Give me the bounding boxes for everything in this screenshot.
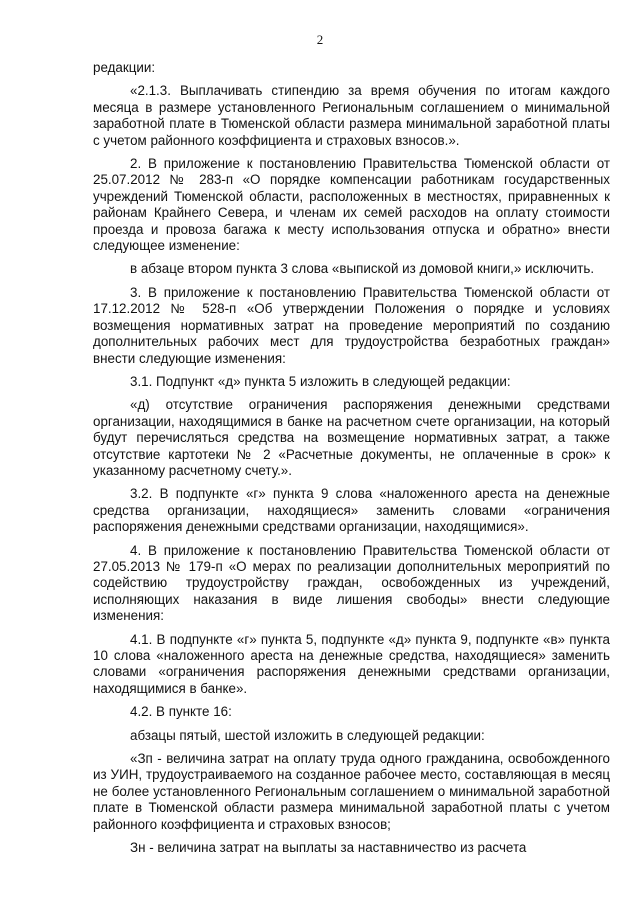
document-body <box>93 60 610 856</box>
paragraph-item-2: 2. В приложение к постановлению Правительства Тюменской области от 25.07.2012 № 283-п «О порядке компенсации работникам государственных учреждений Тюменской области, расположенных в местностях, приравненных к районам Крайнего Севера, и членам их семей расходов на оплату стоимости проезда и провоза багажа к месту использования отпуска и обратно» внести следующее изменение: <box>93 156 610 254</box>
paragraph-item-3-1-text: «д) отсутствие ограничения распоряжения денежными средствами организации, находящимися в банке на расчетном счете организации, на который будут перечисляться средства на возмещение нормативных затрат, а также отсутствие картотеки № 2 «Расчетные документы, не оплаченные в срок» к указанному расчетному счету.». <box>93 397 610 478</box>
paragraph-zn-definition: Зн - величина затрат на выплаты за наставничество из расчета <box>130 840 527 856</box>
page-number: 2 <box>316 32 324 47</box>
paragraph-item-3-1: 3.1. Подпункт «д» пункта 5 изложить в следующей редакции: <box>130 373 511 389</box>
paragraph-item-2-change: в абзаце втором пункта 3 слова «выпиской из домовой книги,» исключить. <box>130 261 595 277</box>
paragraph-item-4-1: 4.1. В подпункте «г» пункта 5, подпункте «д» пункта 9, подпункте «в» пункта 10 слова «наложенного ареста на денежные средства, находящиеся» заменить словами «ограничения распоряжения денежными средствами организации, находящимися в банке». <box>93 631 610 696</box>
paragraph-2-1-3: «2.1.3. Выплачивать стипендию за время обучения по итогам каждого месяца в размере установленного Региональным соглашением о минимальной заработной плате в Тюменской области размера минимальной заработной платы с учетом районного коэффициента и страховых взносов.». <box>93 83 610 148</box>
paragraph-item-3-2: 3.2. В подпункте «г» пункта 9 слова «наложенного ареста на денежные средства организации, находящиеся» заменить словами «ограничения распоряжения денежными средствами организации, находящимися». <box>93 486 610 535</box>
paragraph-item-4-2: 4.2. В пункте 16: <box>130 704 232 720</box>
paragraph-item-3: 3. В приложение к постановлению Правительства Тюменской области от 17.12.2012 № 528-п «Об утверждении Положения о порядке и условиях возмещения нормативных затрат на проведение мероприятий по созданию дополнительных рабочих мест для трудоустройства безработных граждан» внести следующие изменения: <box>93 284 610 366</box>
paragraph-item-4-2-intro: абзацы пятый, шестой изложить в следующей редакции: <box>130 727 485 743</box>
paragraph-continuation: редакции: <box>93 60 156 75</box>
paragraph-item-4: 4. В приложение к постановлению Правительства Тюменской области от 27.05.2013 № 179-п «О мерах по реализации дополнительных мероприятий по содействию трудоустройству граждан, освобожденных из учреждений, исполняющих наказания в виде лишения свободы» внести следующие изменения: <box>93 542 610 624</box>
paragraph-zp-definition: «Зп - величина затрат на оплату труда одного гражданина, освобожденного из УИН, трудоустраиваемого на созданное рабочее место, составляющая в месяц не более установленного Региональным соглашением о минимальной заработной плате в Тюменской области размера минимальной заработной платы с учетом районного коэффициента и страховых взносов; <box>93 751 610 832</box>
